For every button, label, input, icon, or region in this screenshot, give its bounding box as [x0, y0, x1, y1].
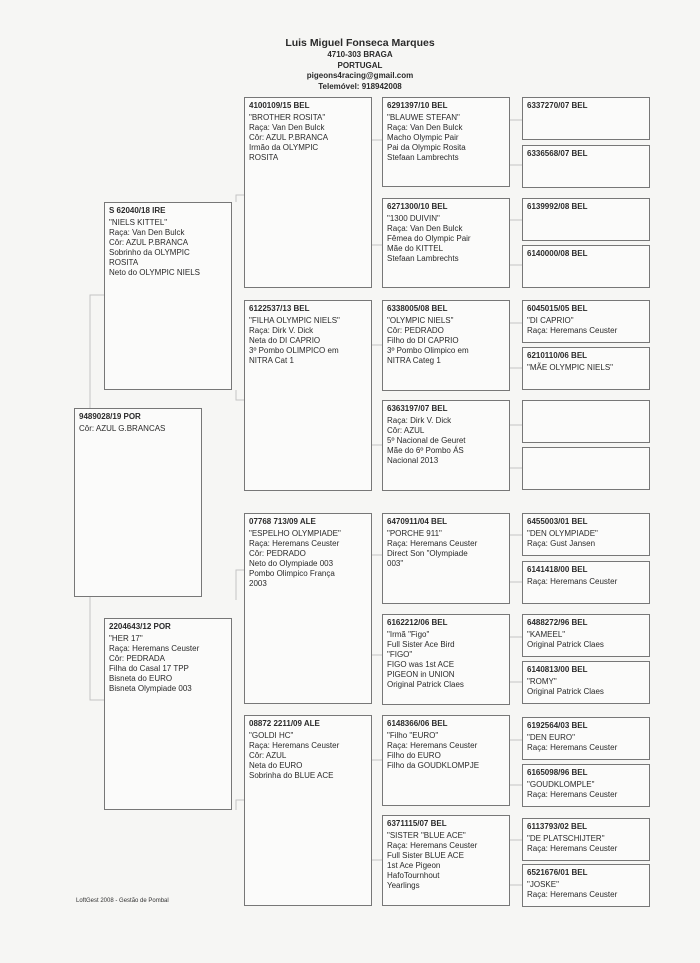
ring-number: 6455003/01 BEL: [527, 517, 588, 526]
pigeon-info: "Filho "EURO" Raça: Heremans Ceuster Filho do EURO Filho da GOUDKLOMPJE: [387, 731, 480, 770]
pigeon-info: "BROTHER ROSITA" Raça: Van Den Bulck Côr: AZUL P.BRANCA Irmão da OLYMPIC ROSITA: [249, 113, 329, 162]
breeder-email: pigeons4racing@gmail.com: [306, 71, 414, 80]
pigeon-info: "JOSKE" Raça: Heremans Ceuster: [527, 880, 618, 899]
breeder-postcode: 4710-303 BRAGA: [327, 50, 393, 59]
pigeon-info: "ESPELHO OLYMPIADE" Raça: Heremans Ceuster Côr: PEDRADO Neto do Olympiade 003 Pombo Olimpico França 2003: [249, 529, 341, 588]
pigeon-card-dam: [104, 618, 232, 810]
pigeon-card-subject: [74, 408, 202, 597]
pigeon-card-ggp-8: [382, 815, 510, 906]
pigeon-info: "OLYMPIC NIELS" Côr: PEDRADO Filho do DI CAPRIO 3º Pombo Olimpico em NITRA Categ 1: [387, 316, 469, 365]
ring-number: 2204643/12 POR: [109, 622, 171, 631]
ring-number: 4100109/15 BEL: [249, 101, 310, 110]
ring-number: 6140813/00 BEL: [527, 665, 588, 674]
pigeon-info: "HER 17" Raça: Heremans Ceuster Côr: PEDRADA Filha do Casal 17 TPP Bisneta do EURO Bisneta Olympiade 003: [109, 634, 200, 693]
pigeon-card-ggp-5: [382, 513, 510, 604]
ring-number: 6291397/10 BEL: [387, 101, 448, 110]
pigeon-info: "PORCHE 911" Raça: Heremans Ceuster Direct Son "Olympiade 003": [387, 529, 478, 568]
pigeon-info: "1300 DUIVIN" Raça: Van Den Bulck Fêmea do Olympic Pair Mãe do KITTEL Stefaan Lambrechts: [387, 214, 471, 263]
ring-number: 6488272/96 BEL: [527, 618, 588, 627]
pigeon-card-gggp-7: [522, 400, 650, 443]
pigeon-info: "MÃE OLYMPIC NIELS": [527, 363, 613, 372]
pigeon-card-gggp-13: [522, 717, 650, 760]
pigeon-card-ggp-6: [382, 614, 510, 705]
pigeon-card-gggp-6: [522, 347, 650, 390]
pigeon-card-gggp-9: [522, 513, 650, 556]
pigeon-info: "ROMY" Original Patrick Claes: [527, 677, 604, 696]
pigeon-info: "DE PLATSCHIJTER" Raça: Heremans Ceuster: [527, 834, 618, 853]
ring-number: 6140000/08 BEL: [527, 249, 588, 258]
ring-number: 6141418/00 BEL: [527, 565, 588, 574]
ring-number: 6113793/02 BEL: [527, 822, 588, 831]
ring-number: 6165098/96 BEL: [527, 768, 588, 777]
ring-number: 6336568/07 BEL: [527, 149, 588, 158]
pigeon-card-sire: [104, 202, 232, 390]
breeder-header: [220, 37, 500, 92]
ring-number: 6338005/08 BEL: [387, 304, 448, 313]
pigeon-card-ggp-1: [382, 97, 510, 187]
ring-number: 6521676/01 BEL: [527, 868, 588, 877]
pigeon-card-sire-dam: [244, 300, 372, 491]
breeder-country: PORTUGAL: [337, 60, 383, 70]
pigeon-card-dam-dam: [244, 715, 372, 906]
pigeon-info: "DEN OLYMPIADE" Raça: Gust Jansen: [527, 529, 598, 548]
pigeon-card-ggp-4: [382, 400, 510, 491]
ring-number: 6363197/07 BEL: [387, 404, 448, 413]
ring-number: 9489028/19 POR: [79, 412, 141, 421]
breeder-phone: Telemóvel: 918942008: [318, 81, 402, 91]
pigeon-card-gggp-2: [522, 145, 650, 188]
pigeon-info: Raça: Heremans Ceuster: [527, 577, 618, 586]
ring-number: S 62040/18 IRE: [109, 206, 166, 215]
ring-number: 6470911/04 BEL: [387, 517, 448, 526]
ring-number: 6271300/10 BEL: [387, 202, 448, 211]
ring-number: 6139992/08 BEL: [527, 202, 588, 211]
ring-number: 6210110/06 BEL: [527, 351, 588, 360]
pigeon-card-sire-sire: [244, 97, 372, 288]
pigeon-info: "DEN EURO" Raça: Heremans Ceuster: [527, 733, 618, 752]
ring-number: 6192564/03 BEL: [527, 721, 588, 730]
pigeon-card-gggp-1: [522, 97, 650, 140]
pigeon-card-gggp-3: [522, 198, 650, 241]
ring-number: 6162212/06 BEL: [387, 618, 448, 627]
pigeon-info: "SISTER "BLUE ACE" Raça: Heremans Ceuster Full Sister BLUE ACE 1st Ace Pigeon HafoTournhout Yearlings: [387, 831, 478, 890]
pigeon-info: "GOUDKLOMPLE" Raça: Heremans Ceuster: [527, 780, 618, 799]
pigeon-info: "KAMEEL" Original Patrick Claes: [527, 630, 604, 649]
pigeon-info: Raça: Dirk V. Dick Côr: AZUL 5º Nacional de Geuret Mãe do 6º Pombo ÁS Nacional 2013: [387, 416, 466, 465]
pigeon-card-ggp-2: [382, 198, 510, 288]
ring-number: 08872 2211/09 ALE: [249, 719, 320, 728]
pigeon-card-gggp-14: [522, 764, 650, 807]
pigeon-card-gggp-8: [522, 447, 650, 490]
pigeon-info: Côr: AZUL G.BRANCAS: [79, 424, 166, 433]
ring-number: 6371115/07 BEL: [387, 819, 447, 828]
ring-number: 6148366/06 BEL: [387, 719, 448, 728]
pigeon-card-ggp-3: [382, 300, 510, 391]
ring-number: 07768 713/09 ALE: [249, 517, 316, 526]
pigeon-card-ggp-7: [382, 715, 510, 806]
breeder-name: Luis Miguel Fonseca Marques: [285, 37, 435, 49]
pigeon-info: "Irmã "Figo" Full Sister Ace Bird "FIGO" FIGO was 1st ACE PIGEON in UNION Original Patrick Claes: [387, 630, 464, 689]
pigeon-card-gggp-15: [522, 818, 650, 861]
pigeon-info: "FILHA OLYMPIC NIELS" Raça: Dirk V. Dick Neta do DI CAPRIO 3º Pombo OLIMPICO em NITRA Cat 1: [249, 316, 340, 365]
pigeon-card-gggp-11: [522, 614, 650, 657]
pigeon-info: "BLAUWE STEFAN" Raça: Van Den Bulck Macho Olympic Pair Pai da Olympic Rosita Stefaan Lambrechts: [387, 113, 466, 162]
ring-number: 6122537/13 BEL: [249, 304, 310, 313]
pigeon-card-gggp-12: [522, 661, 650, 704]
software-footer: LoftGest 2008 - Gestão de Pombal: [76, 898, 169, 904]
pigeon-card-dam-sire: [244, 513, 372, 704]
pigeon-info: "NIELS KITTEL" Raça: Van Den Bulck Côr: AZUL P.BRANCA Sobrinho da OLYMPIC ROSITA Neto do OLYMPIC NIELS: [109, 218, 200, 277]
ring-number: 6045015/05 BEL: [527, 304, 588, 313]
pigeon-card-gggp-5: [522, 300, 650, 343]
pigeon-card-gggp-10: [522, 561, 650, 604]
pigeon-card-gggp-4: [522, 245, 650, 288]
pigeon-info: "DI CAPRIO" Raça: Heremans Ceuster: [527, 316, 618, 335]
pigeon-info: "GOLDI HC" Raça: Heremans Ceuster Côr: AZUL Neta do EURO Sobrinha do BLUE ACE: [249, 731, 340, 780]
pigeon-card-gggp-16: [522, 864, 650, 907]
ring-number: 6337270/07 BEL: [527, 101, 588, 110]
